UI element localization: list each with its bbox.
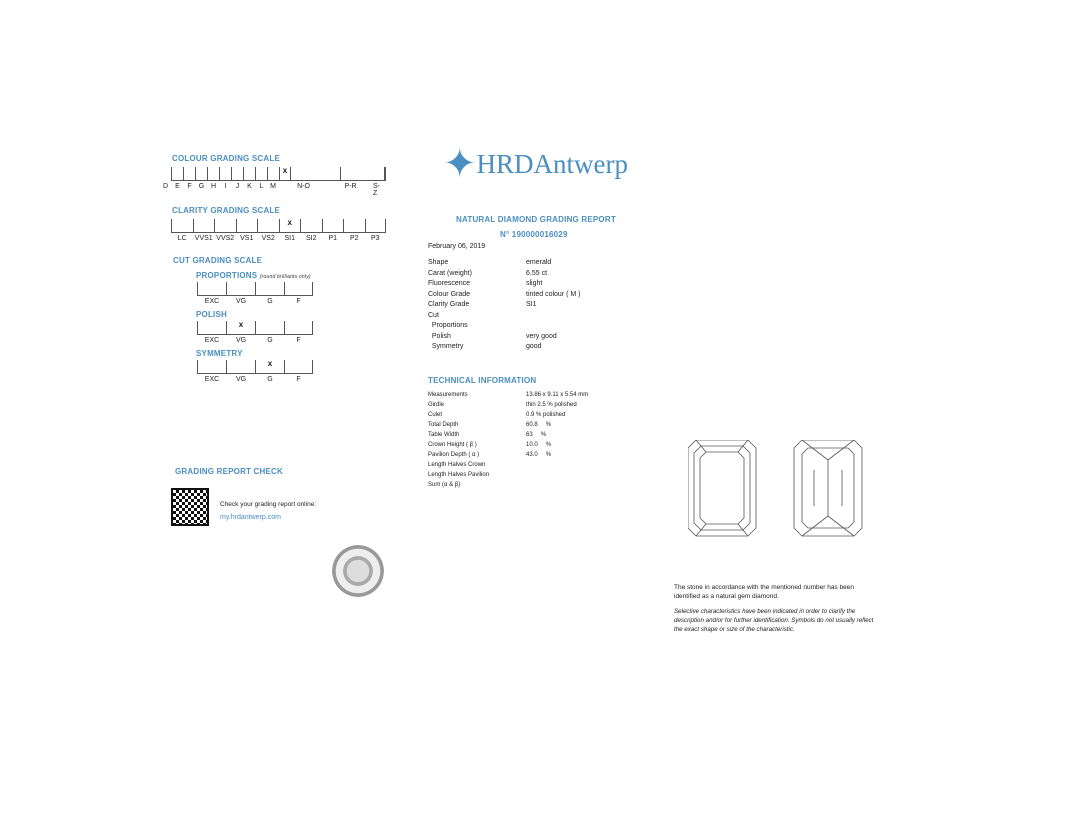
- grading-label: Colour Grade: [428, 290, 471, 298]
- grading-value: good: [526, 343, 542, 350]
- scale-cell: [247, 167, 267, 190]
- scale-cell: [290, 167, 340, 190]
- grade-label: H: [210, 183, 217, 190]
- tech-label: Girdle: [428, 402, 445, 408]
- tech-value: thin 2.5 % polished: [526, 402, 577, 408]
- scale-cell: [257, 219, 279, 242]
- scale-cell: [236, 219, 258, 242]
- scale-cell: [226, 282, 255, 305]
- scale-cell: [210, 167, 231, 190]
- grading-row: [428, 342, 580, 353]
- identification-statement: The stone in accordance with the mentioned number has been identified as a natural gem diamond.: [674, 584, 854, 600]
- grade-label: F: [296, 376, 301, 383]
- scale-cell: [162, 167, 183, 190]
- crown-view-diagram: [688, 440, 756, 536]
- grading-value: 6.55 ct: [526, 269, 548, 277]
- grade-label: G: [198, 183, 205, 190]
- polish-title: POLISH: [196, 310, 227, 319]
- grade-label: LC: [177, 235, 187, 242]
- tech-row: [428, 480, 596, 490]
- grade-label: VG: [235, 376, 247, 383]
- grade-label: P-R: [344, 183, 357, 190]
- check-link[interactable]: my.hrdantwerp.com: [220, 514, 281, 521]
- symmetry-scale: [197, 359, 313, 383]
- grade-label: G: [267, 337, 273, 344]
- scale-cell: [171, 219, 193, 242]
- grading-row: [428, 332, 580, 343]
- grading-value: tinted colour ( M ): [526, 290, 581, 298]
- report-check-title: GRADING REPORT CHECK: [175, 467, 284, 476]
- grading-results: [428, 258, 580, 353]
- logo-text: HRDAntwerp: [476, 148, 628, 179]
- grade-mark: x: [282, 166, 288, 175]
- tech-label: Measurements: [428, 392, 468, 398]
- grading-label: Carat (weight): [428, 269, 472, 277]
- grade-label: SI2: [305, 235, 317, 242]
- proportions-note: (round brilliants only): [259, 274, 311, 280]
- grade-label: F: [296, 298, 301, 305]
- grading-label: Polish: [428, 332, 451, 340]
- grading-label: Shape: [428, 259, 449, 266]
- tech-label: Crown Height ( β ): [428, 442, 477, 448]
- grade-label: F: [187, 183, 192, 190]
- scale-cell: [193, 219, 215, 242]
- grade-label: P2: [349, 235, 359, 242]
- tech-unit: %: [540, 432, 547, 438]
- scale-cell: [197, 321, 226, 344]
- symmetry-title: SYMMETRY: [196, 349, 243, 358]
- tech-value: 43.0: [526, 452, 538, 458]
- tech-value: 13.86 x 9.11 x 5.54 mm: [526, 392, 589, 398]
- tech-label: Length Halves Crown: [428, 462, 486, 468]
- grading-row: [428, 290, 580, 301]
- grade-label: P1: [328, 235, 338, 242]
- grade-label: VS2: [261, 235, 275, 242]
- grade-label: VG: [235, 337, 247, 344]
- grading-value: very good: [526, 332, 557, 340]
- grade-label: VG: [235, 298, 247, 305]
- polish-scale: [197, 320, 313, 344]
- grade-mark: x: [267, 359, 273, 368]
- grading-label: Cut: [428, 311, 439, 319]
- scale-cell: [235, 167, 255, 190]
- qr-code: [173, 490, 207, 524]
- report-date: February 06, 2019: [428, 243, 486, 250]
- grade-label: G: [267, 376, 273, 383]
- grading-row: [428, 269, 580, 280]
- scale-cell: [197, 360, 226, 383]
- report-number: N° 190000016029: [500, 230, 568, 239]
- grade-label: EXC: [204, 298, 220, 305]
- tech-label: Sum (α & β): [428, 482, 461, 488]
- proportions-label: PROPORTIONS: [196, 271, 258, 280]
- tech-row: [428, 440, 596, 450]
- grade-label: EXC: [204, 337, 220, 344]
- grade-label: E: [175, 183, 180, 190]
- tech-row: [428, 470, 596, 480]
- technical-info: [428, 390, 596, 490]
- tech-row: [428, 410, 596, 420]
- scale-cell: S-Z: [384, 167, 386, 180]
- tech-row: [428, 420, 596, 430]
- grade-mark: x: [238, 320, 244, 329]
- grade-label: N-O: [297, 183, 310, 190]
- tech-label: Table Width: [428, 432, 460, 438]
- hrd-logo: [443, 142, 628, 186]
- scale-cell: [300, 219, 322, 242]
- pavilion-view-diagram: [794, 440, 862, 536]
- scale-cell: [226, 360, 255, 383]
- scale-cell: [322, 219, 344, 242]
- scale-cell: [198, 167, 219, 190]
- emerald-cut-diagrams: [688, 440, 863, 540]
- cut-scale-title: CUT GRADING SCALE: [173, 256, 263, 265]
- grade-label: I: [224, 183, 227, 190]
- scale-cell: [343, 219, 365, 242]
- grade-label: G: [267, 298, 273, 305]
- grade-label: M: [270, 183, 276, 190]
- grading-value: emerald: [526, 259, 552, 266]
- tech-value: 10.0: [526, 442, 538, 448]
- scale-cell: [270, 166, 290, 190]
- scale-cell: [279, 218, 301, 242]
- clarity-scale-title: CLARITY GRADING SCALE: [172, 206, 281, 215]
- grading-row: [428, 279, 580, 290]
- disclaimer: Selective characteristics have been indicated in order to clarify the description and/or for further identification. Symbols do not usually reflect the exact shape or size of the characteristic.: [674, 608, 874, 633]
- scale-cell: [284, 321, 313, 344]
- scale-cell: [226, 320, 255, 344]
- grade-label: P3: [370, 235, 380, 242]
- tech-label: Length Halves Pavilion: [428, 472, 490, 478]
- tech-unit: %: [545, 452, 552, 458]
- grading-value: slight: [526, 280, 543, 287]
- scale-cell: [214, 219, 236, 242]
- proportions-title: [196, 271, 311, 280]
- tech-row: [428, 430, 596, 440]
- grade-label: SI1: [284, 235, 295, 242]
- colour-scale-title: COLOUR GRADING SCALE: [172, 154, 280, 163]
- tech-row: [428, 450, 596, 460]
- grading-label: Symmetry: [428, 343, 464, 350]
- grade-label: VS1: [240, 235, 254, 242]
- tech-unit: %: [545, 422, 552, 428]
- tech-unit: %: [545, 442, 552, 448]
- tech-row: [428, 390, 596, 400]
- scale-cell: [365, 219, 387, 242]
- colour-grading-scale: [162, 166, 386, 197]
- report-title: NATURAL DIAMOND GRADING REPORT: [456, 215, 616, 224]
- scale-cell: [197, 282, 226, 305]
- scale-cell: [259, 167, 279, 190]
- grading-row: [428, 300, 580, 311]
- tech-label: Pavilion Depth ( α ): [428, 452, 480, 458]
- grading-row: [428, 321, 580, 332]
- scale-cell: [224, 167, 243, 190]
- proportions-scale: [197, 282, 313, 305]
- tech-row: [428, 400, 596, 410]
- grading-value: SI1: [526, 301, 537, 308]
- grade-label: L: [259, 183, 264, 190]
- grading-row: [428, 311, 580, 322]
- tech-label: Culet: [428, 412, 443, 418]
- scale-cell: [255, 321, 284, 344]
- grade-label: J: [235, 183, 240, 190]
- grade-label: VVS1: [194, 235, 213, 242]
- scale-cell: [284, 282, 313, 305]
- grading-row: [428, 258, 580, 269]
- hologram-seal: [332, 545, 384, 597]
- grading-label: Clarity Grade: [428, 301, 470, 308]
- grade-label: VVS2: [216, 235, 235, 242]
- grade-label: F: [296, 337, 301, 344]
- grade-label: K: [247, 183, 252, 190]
- scale-cell: [284, 360, 313, 383]
- grading-label: Proportions: [428, 322, 468, 329]
- scale-cell: [175, 167, 195, 190]
- grade-label: EXC: [204, 376, 220, 383]
- tech-label: Total Depth: [428, 422, 459, 428]
- tech-value: 60.8: [526, 422, 538, 428]
- check-text: Check your grading report online:: [220, 501, 317, 508]
- tech-value: 0.9 % polished: [526, 412, 566, 418]
- scale-cell: [255, 282, 284, 305]
- star-icon: ✦: [443, 142, 477, 186]
- scale-cell: [255, 359, 284, 383]
- technical-title: TECHNICAL INFORMATION: [428, 376, 537, 385]
- scale-cell: [187, 167, 207, 190]
- grade-label: D: [162, 183, 169, 190]
- clarity-grading-scale: [171, 218, 386, 242]
- grade-mark: x: [287, 218, 292, 227]
- tech-row: [428, 460, 596, 470]
- tech-value: 63: [526, 432, 533, 438]
- grading-label: Fluorescence: [428, 280, 471, 287]
